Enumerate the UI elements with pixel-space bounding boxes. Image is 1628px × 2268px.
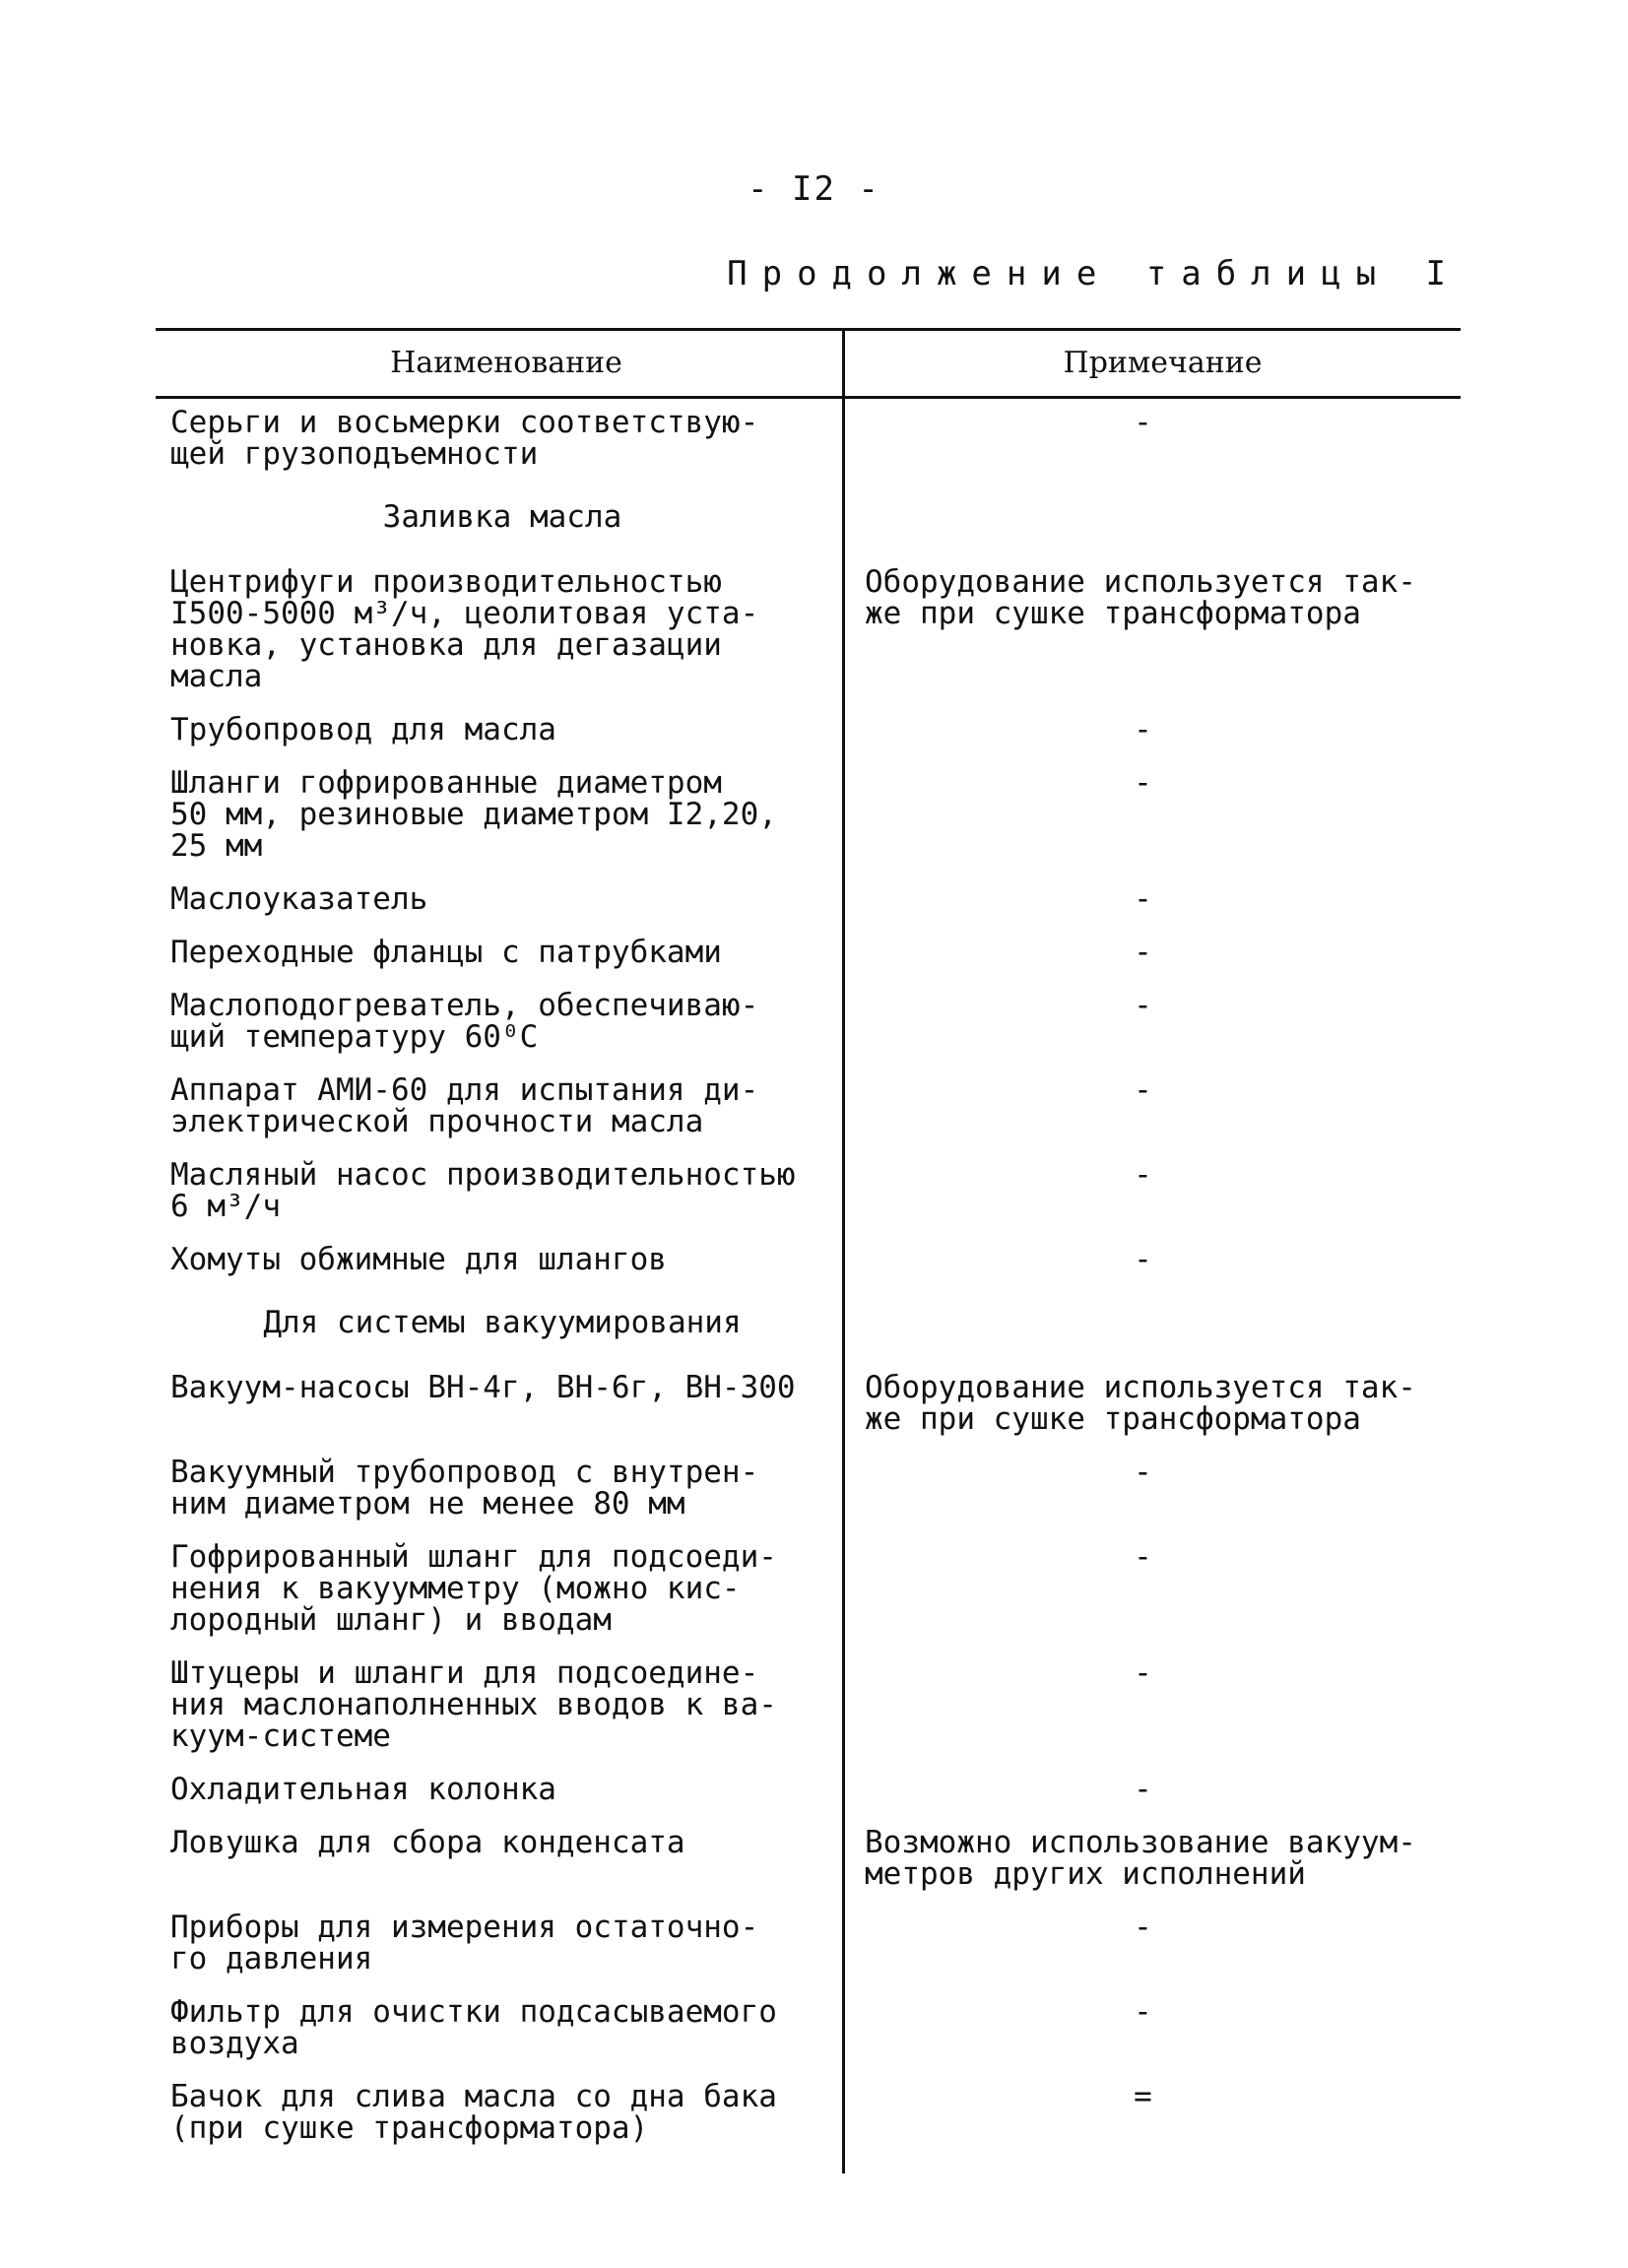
name-cell: Центрифуги производительностью I500-5000 м³/ч, цеолитовая уста- новка, установка для дегазации масла	[156, 558, 845, 706]
table-row	[156, 1449, 1461, 1533]
page-number: - I2 -	[748, 169, 880, 209]
note-cell: -	[1134, 1455, 1152, 1490]
section-heading-row	[156, 484, 1461, 558]
table-row	[156, 1364, 1461, 1449]
name-cell: Аппарат АМИ-60 для испытания ди- электрической прочности масла	[156, 1067, 845, 1151]
table-body	[156, 399, 1461, 2173]
table-row	[156, 558, 1461, 706]
note-cell: -	[1134, 405, 1152, 440]
header-name: Наименование	[156, 331, 845, 396]
section-heading-row	[156, 1289, 1461, 1364]
table-row	[156, 1904, 1461, 1988]
name-cell: Штуцеры и шланги для подсоедине- ния маслонаполненных вводов к ва- куум-системе	[156, 1650, 845, 1766]
name-cell: Переходные фланцы с патрубками	[156, 929, 845, 982]
table-row	[156, 399, 1461, 484]
table-row	[156, 1988, 1461, 2073]
table-row	[156, 759, 1461, 875]
name-cell: Масляный насос производительностью 6 м³/ч	[156, 1151, 845, 1236]
name-cell: Хомуты обжимные для шлангов	[156, 1236, 845, 1289]
table-row	[156, 875, 1461, 929]
table-row	[156, 1151, 1461, 1236]
note-cell: =	[1134, 2079, 1152, 2114]
name-cell: Шланги гофрированные диаметром 50 мм, резиновые диаметром I2,20, 25 мм	[156, 759, 845, 875]
name-cell: Охладительная колонка	[156, 1766, 845, 1819]
name-cell: Бачок для слива масла со дна бака (при сушке трансформатора)	[156, 2073, 845, 2173]
table-row	[156, 929, 1461, 982]
section-heading: Для системы вакуумирования	[156, 1289, 845, 1364]
note-cell: -	[1134, 988, 1152, 1023]
table-row	[156, 1236, 1461, 1289]
note-cell: Оборудование используется так- же при сушке трансформатора	[865, 564, 1416, 631]
note-cell: -	[1134, 1994, 1152, 2030]
section-heading: Заливка масла	[156, 484, 845, 558]
note-cell: -	[1134, 881, 1152, 917]
name-cell: Маслоуказатель	[156, 875, 845, 929]
note-cell-empty	[845, 1289, 1461, 1364]
table-row	[156, 1650, 1461, 1766]
name-cell: Вакуум-насосы ВН-4г, ВН-6г, ВН-300	[156, 1364, 845, 1449]
table-row	[156, 1819, 1461, 1904]
name-cell: Ловушка для сбора конденсата	[156, 1819, 845, 1904]
table-row	[156, 1533, 1461, 1650]
name-cell: Маслоподогреватель, обеспечиваю- щий температуру 60⁰С	[156, 982, 845, 1067]
table-row	[156, 706, 1461, 759]
name-cell: Приборы для измерения остаточно- го давления	[156, 1904, 845, 1988]
table-row	[156, 2073, 1461, 2173]
note-cell: -	[1134, 935, 1152, 970]
name-cell: Гофрированный шланг для подсоеди- нения к вакуумметру (можно кис- лородный шланг) и вводам	[156, 1533, 845, 1650]
name-cell: Вакуумный трубопровод с внутрен- ним диаметром не менее 80 мм	[156, 1449, 845, 1533]
note-cell: -	[1134, 1072, 1152, 1108]
note-cell: -	[1134, 1655, 1152, 1691]
table-row	[156, 1766, 1461, 1819]
name-cell: Фильтр для очистки подсасываемого воздуха	[156, 1988, 845, 2073]
note-cell: -	[1134, 1910, 1152, 1945]
equipment-table	[156, 328, 1461, 2173]
table-row	[156, 982, 1461, 1067]
note-cell: Оборудование используется так- же при сушке трансформатора	[865, 1370, 1416, 1437]
table-row	[156, 1067, 1461, 1151]
note-cell: -	[1134, 1539, 1152, 1575]
table-continuation-label: Продолжение таблицы I	[727, 254, 1461, 293]
note-cell: -	[1134, 1157, 1152, 1193]
note-cell-empty	[845, 484, 1461, 558]
note-cell: -	[1134, 1772, 1152, 1807]
note-cell: Возможно использование вакуум- метров других исполнений	[865, 1825, 1416, 1892]
name-cell: Серьги и восьмерки соответствую- щей грузоподъемности	[156, 399, 845, 484]
header-note: Примечание	[1063, 346, 1263, 380]
note-cell: -	[1134, 1242, 1152, 1277]
table-header	[156, 331, 1461, 399]
name-cell: Трубопровод для масла	[156, 706, 845, 759]
note-cell: -	[1134, 765, 1152, 801]
note-cell: -	[1134, 712, 1152, 747]
